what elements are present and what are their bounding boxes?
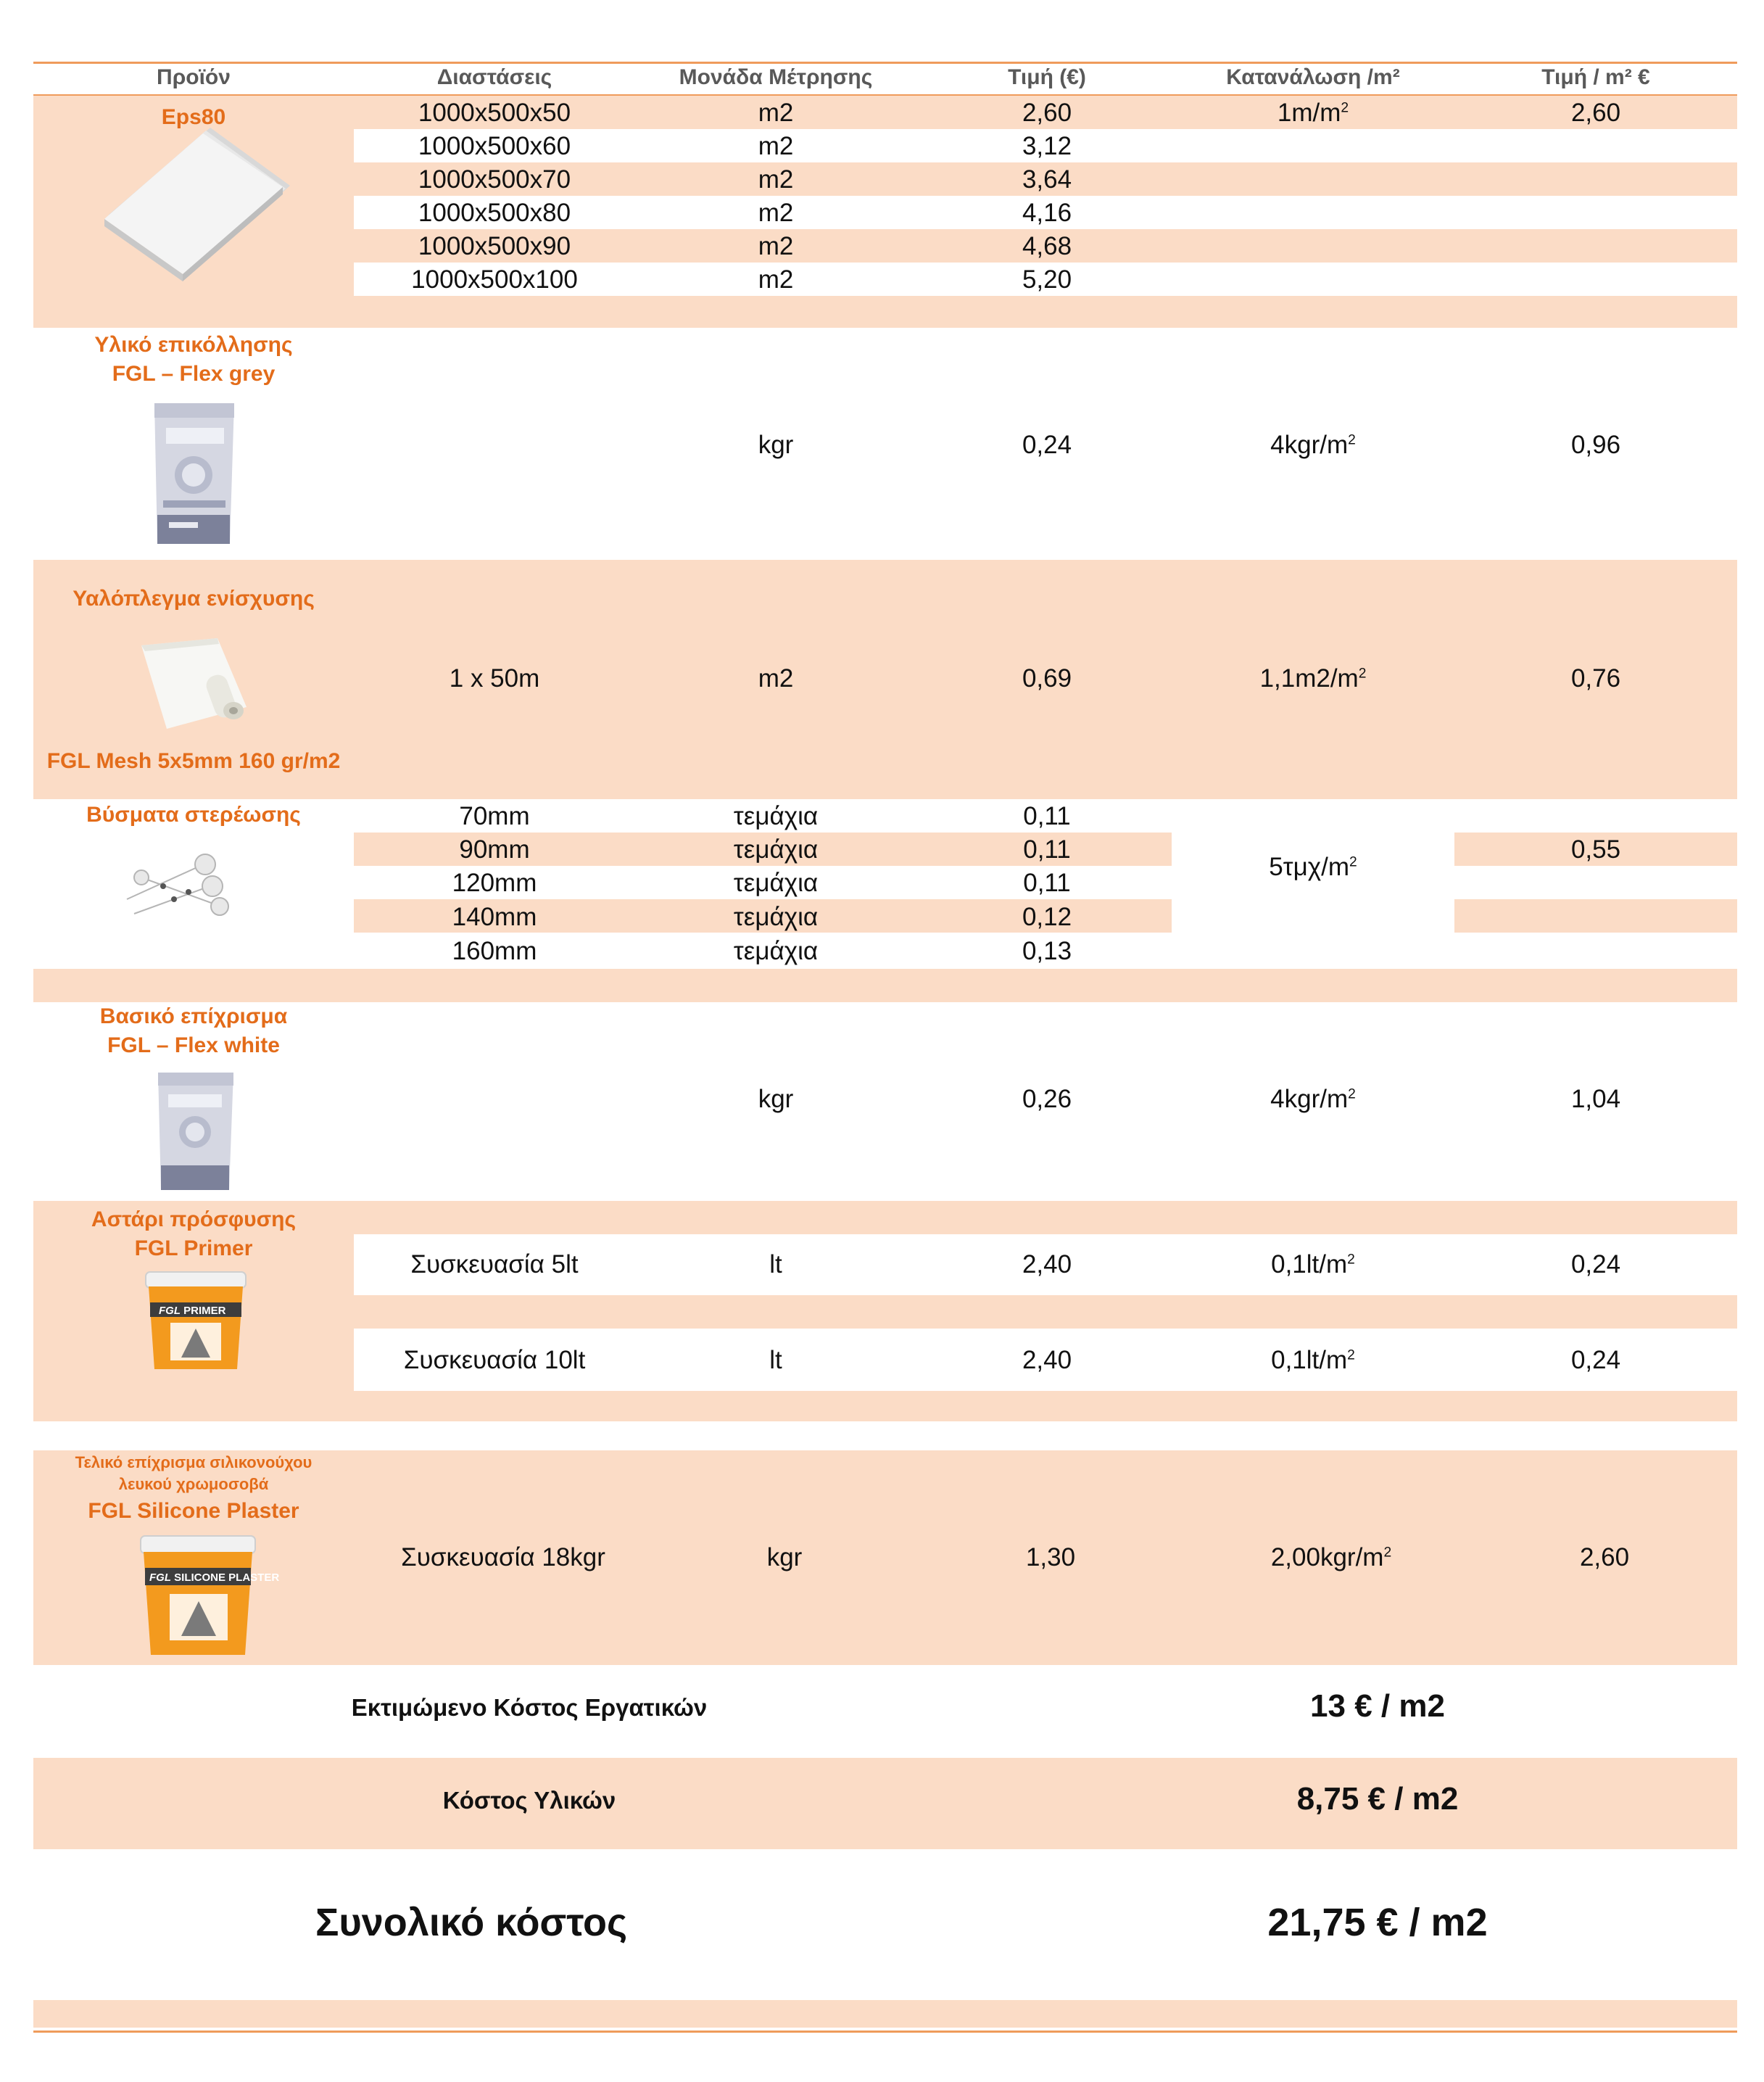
basecoat-price-m2: 1,04 xyxy=(1570,1085,1621,1113)
primer-price-m2-1: 0,24 xyxy=(1570,1250,1621,1278)
table-cell: 4,68 xyxy=(1022,232,1072,260)
primer-bucket-image xyxy=(141,1271,250,1372)
footer-band xyxy=(33,2000,1737,2028)
table-cell: m2 xyxy=(758,165,794,194)
plaster-bucket-image xyxy=(136,1534,280,1658)
table-cell: 70mm xyxy=(459,802,530,830)
table-cell: 0,11 xyxy=(1023,869,1071,897)
col-header-product: Προϊόν xyxy=(157,65,231,89)
mesh-consumption: $1,1m2/m^2$ xyxy=(1259,664,1367,693)
anchors-price-m2: 0,55 xyxy=(1570,835,1621,864)
table-cell: m2 xyxy=(758,132,794,160)
plaster-dim: Συσκευασία 18kgr xyxy=(401,1543,605,1571)
primer-consumption-2: $0,1lt/m^2$ xyxy=(1271,1346,1355,1374)
adhesive-consumption: $4kgr/m^2$ xyxy=(1270,431,1356,459)
basecoat-bag-image xyxy=(154,1070,237,1193)
plaster-name-3: FGL Silicone Plaster xyxy=(88,1499,299,1523)
plaster-price: 1,30 xyxy=(1025,1543,1076,1571)
table-cell: 140mm xyxy=(452,903,537,931)
table-cell: m2 xyxy=(758,99,794,127)
primer-dim-2: Συσκευασία 10lt xyxy=(403,1346,586,1374)
table-cell: 0,13 xyxy=(1022,937,1072,965)
mesh-roll-image xyxy=(138,638,254,729)
adhesive-bag-image xyxy=(149,399,239,548)
table-cell: 3,12 xyxy=(1022,132,1072,160)
col-header-price: Τιμή (€) xyxy=(1008,65,1086,89)
adhesive-name-2: FGL – Flex grey xyxy=(112,362,276,386)
table-cell: m2 xyxy=(758,232,794,260)
table-cell: m2 xyxy=(758,199,794,227)
primer-dim-1: Συσκευασία 5lt xyxy=(410,1250,579,1278)
plaster-bucket-label: FGL SILICONE PLASTER xyxy=(149,1571,280,1584)
anchors-name: Βύσματα στερέωσης xyxy=(86,803,301,827)
basecoat-unit: kgr xyxy=(758,1085,794,1113)
table-cell: 0,11 xyxy=(1023,835,1071,864)
primer-name-2: FGL Primer xyxy=(134,1236,253,1260)
labor-cost-value: 13 € / m2 xyxy=(1310,1688,1445,1724)
mesh-price: 0,69 xyxy=(1022,664,1072,693)
mesh-price-m2: 0,76 xyxy=(1570,664,1621,693)
col-header-dimensions: Διαστάσεις xyxy=(436,65,552,89)
total-cost-value: 21,75 € / m2 xyxy=(1267,1901,1488,1944)
table-cell: 1000x500x50 xyxy=(418,99,571,127)
top-rule xyxy=(33,62,1737,64)
table-cell: τεμάχια xyxy=(733,903,819,931)
table-cell: 1000x500x70 xyxy=(418,165,571,194)
bottom-rule xyxy=(33,2031,1737,2033)
table-cell: 2,60 xyxy=(1022,99,1072,127)
basecoat-name-2: FGL – Flex white xyxy=(107,1033,280,1057)
table-cell: 90mm xyxy=(459,835,530,864)
primer-bucket-label: FGL PRIMER xyxy=(159,1305,226,1317)
mesh-dim: 1 x 50m xyxy=(449,664,540,693)
adhesive-name-1: Υλικό επικόλλησης xyxy=(94,333,293,357)
eps-name: Eps80 xyxy=(161,105,226,129)
table-cell: m2 xyxy=(758,265,794,294)
table-cell: τεμάχια xyxy=(733,869,819,897)
primer-consumption-1: $0,1lt/m^2$ xyxy=(1271,1250,1355,1278)
table-cell: 4,16 xyxy=(1022,199,1072,227)
basecoat-price: 0,26 xyxy=(1022,1085,1072,1113)
table-cell: τεμάχια xyxy=(733,802,819,830)
plaster-unit: kgr xyxy=(766,1543,803,1571)
anchors-consumption: $5\tau\mu\chi/m^2$ xyxy=(1269,853,1357,881)
primer-unit-2: lt xyxy=(769,1346,782,1374)
labor-cost-label: Εκτιμώμενο Κόστος Εργατικών xyxy=(351,1694,708,1721)
adhesive-price: 0,24 xyxy=(1022,431,1072,459)
table-cell: 120mm xyxy=(452,869,537,897)
materials-cost-label: Κόστος Υλικών xyxy=(442,1787,616,1814)
eps-board-image xyxy=(102,142,297,280)
anchors-image xyxy=(120,848,228,928)
plaster-consumption: $2,00kgr/m^2$ xyxy=(1270,1543,1392,1571)
primer-unit-1: lt xyxy=(769,1250,782,1278)
col-header-unit: Μονάδα Μέτρησης xyxy=(679,65,873,89)
adhesive-unit: kgr xyxy=(758,431,794,459)
eps-consumption: $1m/m^2$ xyxy=(1277,99,1349,127)
table-cell: 0,11 xyxy=(1023,802,1071,830)
col-header-consumption: Κατανάλωση /m² xyxy=(1226,65,1400,89)
basecoat-name-1: Βασικό επίχρισμα xyxy=(99,1004,288,1028)
basecoat-consumption: $4kgr/m^2$ xyxy=(1270,1085,1356,1113)
table-cell: 1000x500x90 xyxy=(418,232,571,260)
table-cell: 1000x500x60 xyxy=(418,132,571,160)
table-cell: 160mm xyxy=(452,937,537,965)
adhesive-price-m2: 0,96 xyxy=(1570,431,1621,459)
eps-price-m2: 2,60 xyxy=(1570,99,1621,127)
table-cell: 1000x500x80 xyxy=(418,199,571,227)
mesh-name-2: FGL Mesh 5x5mm 160 gr/m2 xyxy=(46,749,341,773)
table-cell: τεμάχια xyxy=(733,937,819,965)
plaster-price-m2: 2,60 xyxy=(1579,1543,1630,1571)
table-cell: τεμάχια xyxy=(733,835,819,864)
mesh-unit: m2 xyxy=(758,664,794,693)
plaster-name-2: λευκού χρωμοσοβά xyxy=(118,1475,269,1493)
primer-price-2: 2,40 xyxy=(1022,1346,1072,1374)
primer-price-m2-2: 0,24 xyxy=(1570,1346,1621,1374)
table-cell: 5,20 xyxy=(1022,265,1072,294)
mesh-name-1: Υαλόπλεγμα ενίσχυσης xyxy=(73,587,315,611)
primer-price-1: 2,40 xyxy=(1022,1250,1072,1278)
materials-cost-value: 8,75 € / m2 xyxy=(1296,1781,1459,1817)
primer-name-1: Αστάρι πρόσφυσης xyxy=(91,1207,297,1231)
table-cell: 3,64 xyxy=(1022,165,1072,194)
col-header-price-per-m2: Τιμή / m² € xyxy=(1541,65,1650,89)
table-cell: 0,12 xyxy=(1022,903,1072,931)
table-cell: 1000x500x100 xyxy=(411,265,578,294)
total-cost-label: Συνολικό κόστος xyxy=(315,1901,628,1944)
plaster-name-1: Τελικό επίχρισμα σιλικονούχου xyxy=(75,1453,312,1471)
